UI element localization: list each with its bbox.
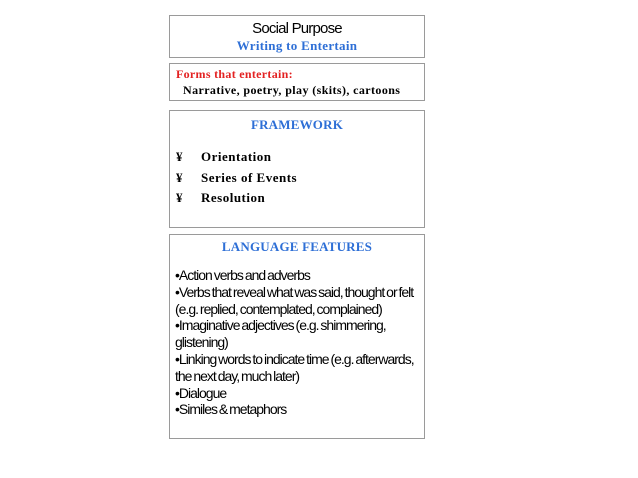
framework-item-series-of-events [170, 168, 424, 189]
language-features-heading: LANGUAGE FEATURES [221, 239, 373, 254]
bullet-icon: ¥ [176, 169, 183, 185]
language-feature-item: •Verbs that reveal what was said, thought or felt (e.g. replied, contemplated, complained) [175, 283, 414, 317]
forms-label: Forms that entertain: [176, 67, 293, 81]
language-feature-item: •Imaginative adjectives (e.g. shimmering, glistening) [175, 317, 386, 351]
framework-box [169, 110, 425, 228]
framework-item-label: Orientation [201, 149, 272, 164]
framework-item-resolution [170, 188, 424, 209]
page-title: Social Purpose [252, 20, 342, 37]
framework-item-label: Series of Events [201, 169, 298, 185]
framework-item-label: Resolution [201, 190, 266, 205]
forms-list: Narrative, poetry, play (skits), cartoons [183, 83, 401, 97]
language-feature-item: •Linking words to indicate time (e.g. afterwards, the next day, much later) [175, 350, 414, 384]
language-feature-item: •Action verbs and adverbs [175, 267, 310, 283]
language-feature-item: •Dialogue [175, 384, 227, 401]
bullet-icon: ¥ [176, 190, 183, 205]
bullet-icon: ¥ [176, 149, 183, 164]
language-features-list [170, 267, 424, 418]
page-subtitle: Writing to Entertain [236, 38, 358, 53]
forms-box [169, 63, 425, 101]
language-features-box [169, 234, 425, 439]
framework-heading: FRAMEWORK [250, 117, 344, 132]
framework-item-orientation [170, 147, 424, 168]
language-feature-item: •Similes & metaphors [175, 401, 287, 418]
framework-list [170, 147, 424, 209]
title-box [169, 15, 425, 58]
